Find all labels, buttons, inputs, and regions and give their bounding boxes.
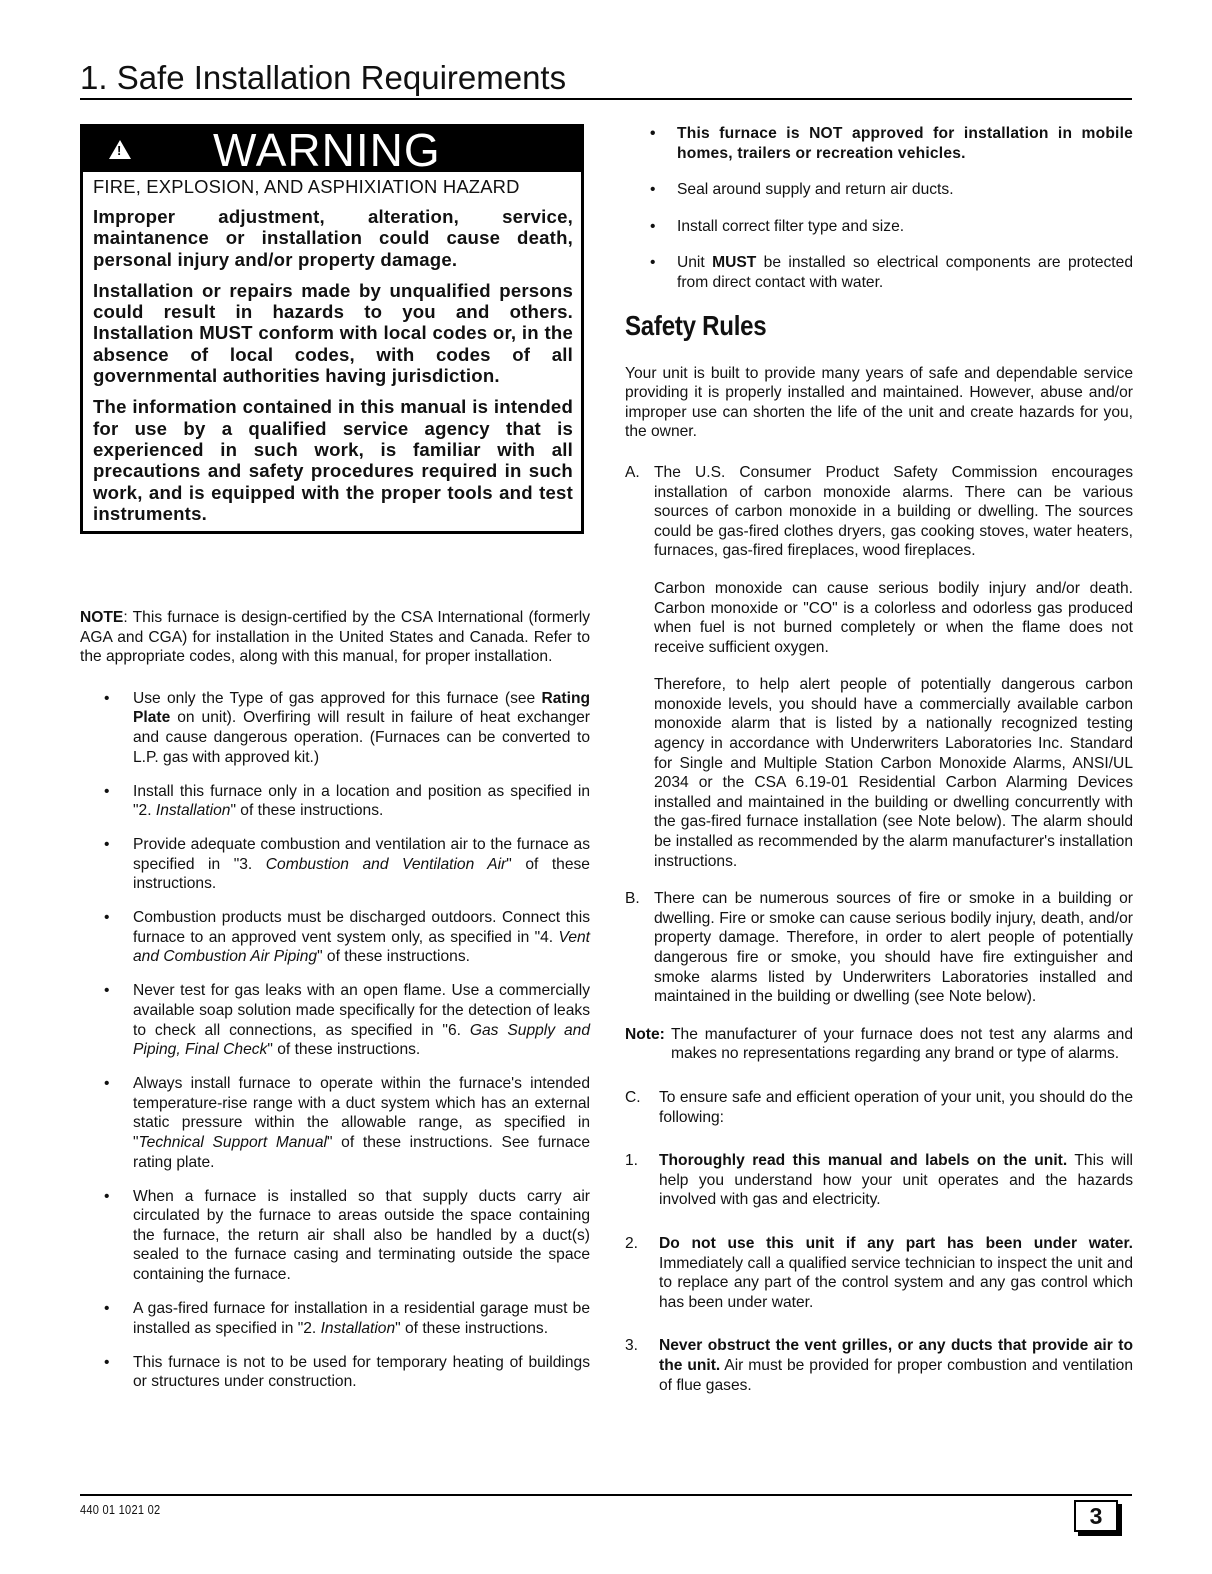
rule-marker: B. (625, 890, 640, 908)
step-text: Immediately call a qualified service technician to inspect the unit and to replace any part of the control system and any gas control which has been under water. (659, 1254, 1133, 1311)
step-1-text (659, 1151, 1133, 1210)
rule-c-text: To ensure safe and efficient operation of your unit, you should do the following: (659, 1088, 1133, 1126)
left-column (80, 124, 590, 1406)
bullet-text: Combustion products must be discharged outdoors. Connect this furnace to an approved vent system only, as specified in "4. (133, 909, 590, 946)
warning-symbol: ! (117, 143, 122, 158)
list-item (80, 908, 590, 967)
step-2 (625, 1234, 1133, 1312)
list-item (80, 1299, 590, 1338)
rule-a-text: The U.S. Consumer Product Safety Commission encourages installation of carbon monoxide alarms. There can be various sources of carbon monoxide in a building or dwelling. The sources could be gas-fired clothes dryers, gas cooking stoves, water heaters, furnaces, gas-fired fireplaces, wood fireplaces. (654, 463, 1133, 560)
step-3 (625, 1336, 1133, 1395)
warning-hazard: FIRE, EXPLOSION, AND ASPHIXIATION HAZARD (93, 176, 520, 197)
list-item: • Seal around supply and return air ducts. (625, 180, 1133, 200)
list-item: • This furnace is not to be used for temporary heating of buildings or structures under construction. (80, 1353, 590, 1392)
step-marker: 2. (625, 1234, 639, 1252)
bullet-text: " of these instructions. (395, 1319, 549, 1337)
list-item: • When a furnace is installed so that supply ducts carry air circulated by the furnace to areas outside the space containing the furnace, the return air shall also be handled by a duct(s) sealed to the furnace casing and terminating outside the space containing the furnace. (80, 1187, 590, 1285)
list-item (625, 253, 1133, 292)
step-marker: 3. (625, 1337, 639, 1355)
bullet-text: be installed so electrical components are protected from direct contact with water. (677, 254, 1133, 291)
section-title: Safety Rules (625, 309, 767, 341)
warning-triangle-icon (109, 140, 131, 159)
warning-header (83, 123, 581, 176)
note-marker: Note: (625, 1025, 665, 1043)
bullet-text: " of these instructions. See furnace rating plate. (133, 1134, 590, 1171)
bullet-text: Unit (677, 254, 713, 272)
list-item (80, 689, 590, 767)
rule-marker: A. (625, 463, 640, 481)
intro-paragraph: Your unit is built to provide many years of safe and dependable service providing it is properly installed and maintained. However, abuse and/or improper use can shorten the life of the unit and create hazards for you, the owner. (625, 364, 1133, 441)
restriction-bullet-list (625, 124, 1133, 293)
bullet-reference: Technical Support Manual (138, 1134, 327, 1152)
rule-b (625, 889, 1133, 1007)
list-item (80, 981, 590, 1059)
bullet-reference: Combustion and Ventilation Air (265, 855, 507, 873)
right-column (625, 124, 1133, 1395)
step-3-text (659, 1336, 1133, 1395)
rule-b-text: There can be numerous sources of fire or smoke in a building or dwelling. Fire or smoke can cause serious bodily injury, death, and/or property damage. Therefore, in order to alert people of potentially dangerous fire or smoke, you should have fire extinguisher and smoke alarms listed by Underwriters Laboratories installed and maintained in the building or dwelling (see Note below). (654, 890, 1133, 1006)
warning-paragraph-1: Improper adjustment, alteration, service, maintanence or installation could cause death, personal injury and/or property damage. (93, 206, 573, 270)
bullet-emphasis: MUST (712, 254, 757, 272)
rule-c (625, 1088, 1133, 1127)
bullet-reference: Installation (320, 1319, 396, 1337)
warning-body (83, 172, 581, 524)
bullet-text: A gas-fired furnace for installation in a residential garage must be installed as specified in "2. (133, 1299, 590, 1337)
step-emphasis: Do not use this unit if any part has been under water. (659, 1234, 1133, 1252)
note-label: NOTE (80, 609, 124, 626)
bullet-text: Install this furnace only in a location and position as specified in "2. (133, 782, 590, 820)
warning-paragraph-3: The information contained in this manual is intended for use by a qualified service agency that is experienced in such work, is familiar with all precautions and safety procedures required in such work, and is equipped with the proper tools and test instruments. (93, 396, 573, 524)
step-emphasis: Never obstruct the vent grilles, or any ducts that provide air to the unit. (659, 1337, 1133, 1374)
step-text: This will help you understand how your unit operates and the hazards involved with gas and electricity. (659, 1152, 1133, 1209)
step-1 (625, 1151, 1133, 1210)
warning-box (80, 124, 584, 534)
bullet-reference: Vent and Combustion Air Piping (133, 928, 590, 966)
bullet-reference: Gas Supply and Piping, Final Check (133, 1021, 590, 1059)
warning-paragraph-2: Installation or repairs made by unqualified persons could result in hazards to you and others. Installation MUST conform with local codes or, in the absence of local codes, with codes of all governmental authorities having jurisdiction. (93, 279, 573, 387)
bullet-text: Always install furnace to operate within the furnace's intended temperature-rise range with a duct system which has an external static pressure within the allowable range, as specified in " (133, 1075, 590, 1152)
bullet-text: Never test for gas leaks with an open flame. Use a commercially available soap solution made specifically for the detection of leaks to check all connections, as specified in "6. (133, 982, 590, 1039)
co-alarm-paragraph: Therefore, to help alert people of potentially dangerous carbon monoxide levels, you should have a commercially available carbon monoxide alarm that is listed by a nationally recognized testing agency in accordance with Underwriters Laboratories Inc. Standard for Single and Multiple Station Carbon Monoxide Alarms, ANSI/UL 2034 or the CSA 6.19-01 Residential Carbon Alarming Devices installed and maintained in the building or dwelling concurrently with the gas-fired furnace installation (see Note below). The alarm should be installed as recommended by the alarm manufacturer's installation instructions. (654, 676, 1133, 870)
list-item: • Install correct filter type and size. (625, 217, 1133, 237)
list-item: • This furnace is NOT approved for installation in mobile homes, trailers or recreation vehicles. (625, 124, 1133, 163)
footer-rule (80, 1494, 1132, 1496)
step-2-text (659, 1234, 1133, 1312)
bullet-text: Provide adequate combustion and ventilation air to the furnace as specified in "3. (133, 836, 590, 873)
alarm-note-text: The manufacturer of your furnace does not test any alarms and makes no representations regarding any brand or type of alarms. (671, 1025, 1133, 1063)
document-code: 440 01 1021 02 (80, 1502, 161, 1517)
bullet-reference: Installation (155, 802, 231, 820)
note-text: : This furnace is design-certified by the CSA International (formerly AGA and CGA) for installation in the United States and Canada. Refer to the appropriate codes, along with this manual, for proper installation. (80, 609, 590, 666)
alarm-note (625, 1025, 1133, 1064)
step-marker: 1. (625, 1152, 639, 1170)
bullet-text: " of these instructions. (133, 855, 590, 893)
bullet-text: on unit). Overfiring will result in failure of heat exchanger and cause dangerous operation. (Furnaces can be converted to L.P. gas with approved kit.) (133, 709, 590, 766)
step-text: Air must be provided for proper combustion and ventilation of flue gases. (659, 1356, 1133, 1394)
bullet-text: " of these instructions. (230, 802, 384, 820)
bullet-emphasis: Rating Plate (133, 689, 590, 727)
list-item (80, 1074, 590, 1172)
page-title: 1. Safe Installation Requirements (80, 58, 1132, 100)
note-paragraph (80, 608, 590, 667)
installation-bullet-list (80, 689, 590, 1392)
list-item (80, 835, 590, 894)
step-emphasis: Thoroughly read this manual and labels on the unit. (659, 1152, 1068, 1170)
co-danger-paragraph: Carbon monoxide can cause serious bodily injury and/or death. Carbon monoxide or "CO" is a colorless and odorless gas produced when fuel is not burned completely or when the flame does not receive sufficient oxygen. (654, 579, 1133, 656)
warning-label: WARNING (213, 123, 441, 176)
bullet-text: Use only the Type of gas approved for this furnace (see (133, 689, 542, 707)
rule-a (625, 463, 1133, 561)
bullet-text: " of these instructions. (267, 1041, 421, 1059)
page-number: 3 (1074, 1500, 1118, 1532)
bullet-text: " of these instructions. (317, 948, 470, 966)
rule-marker: C. (625, 1088, 641, 1106)
list-item (80, 782, 590, 821)
